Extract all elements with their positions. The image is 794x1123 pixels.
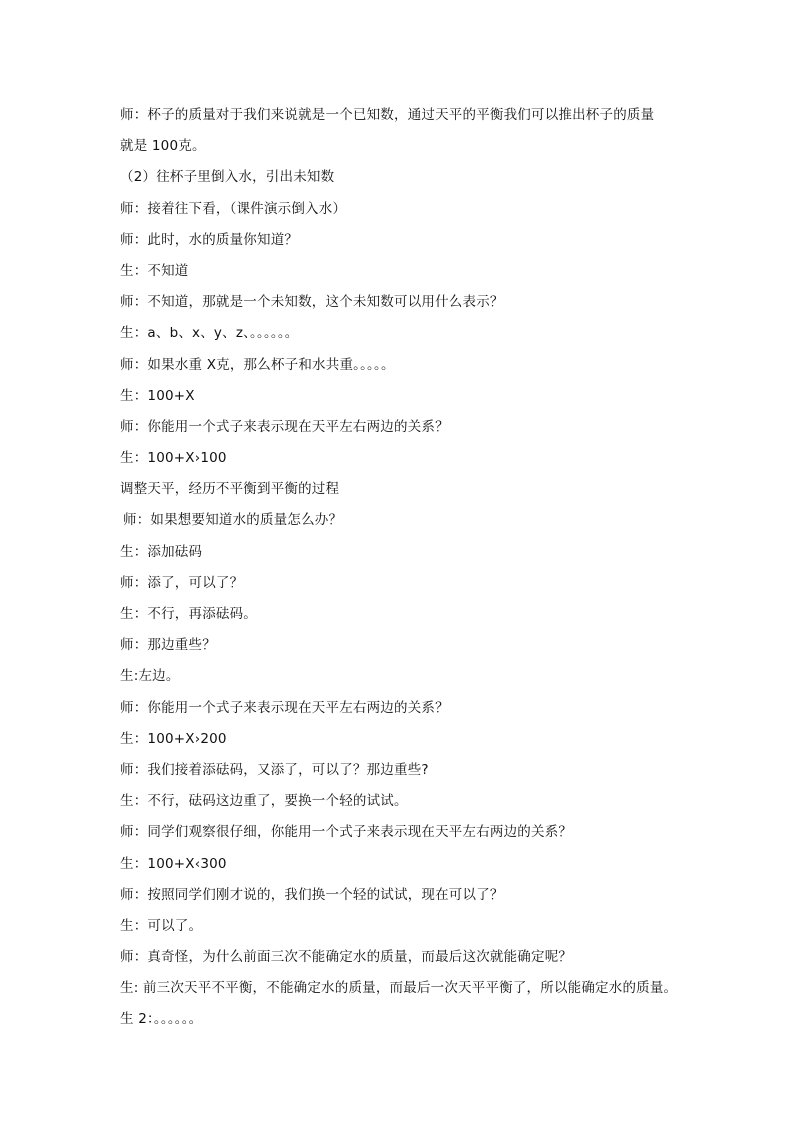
text-line: 生 2：。。。。。。 — [120, 1011, 203, 1028]
text-line: 师：不知道，那就是一个未知数，这个未知数可以用什么表示？ — [120, 294, 504, 311]
text-line: 师：接着往下看，（课件演示倒入水） — [120, 200, 347, 217]
text-line: 师：你能用一个式子来表示现在天平左右两边的关系？ — [120, 699, 449, 716]
text-line: 生：可以了。 — [120, 917, 203, 934]
text-line: 师：添了，可以了？ — [120, 574, 244, 591]
text-line: 师：同学们观察很仔细，你能用一个式子来表示现在天平左右两边的关系？ — [120, 824, 573, 841]
text-line: 生：100+X›100 — [120, 450, 227, 467]
text-line: 师：你能用一个式子来表示现在天平左右两边的关系？ — [120, 418, 449, 435]
text-line: 生：100+X›200 — [120, 730, 227, 747]
text-line: 生: 前三次天平不平衡，不能确定水的质量，而最后一次天平平衡了，所以能确定水的质量。 — [120, 980, 678, 997]
text-line: 生：a、b、x、y、z、。。。。。。 — [120, 325, 299, 342]
text-line: 生:左边。 — [120, 668, 180, 685]
text-line: 生：100+X — [120, 387, 195, 404]
text-line: 生：不行，砝码这边重了，要换一个轻的试试。 — [120, 793, 408, 810]
lesson-transcript — [120, 100, 680, 1036]
text-line: 师：按照同学们刚才说的，我们换一个轻的试试，现在可以了？ — [120, 886, 504, 903]
text-line: 就是 100克。 — [120, 138, 206, 155]
section-heading: 调整天平，经历不平衡到平衡的过程 — [120, 481, 340, 498]
text-line: 师：真奇怪，为什么前面三次不能确定水的质量，而最后这次就能确定呢？ — [120, 949, 573, 966]
text-line: 生：100+X‹300 — [120, 855, 227, 872]
text-line: 师：杯子的质量对于我们来说就是一个已知数，通过天平的平衡我们可以推出杯子的质量 — [120, 107, 655, 123]
text-line: 生：添加砝码 — [120, 543, 203, 560]
section-heading: （2）往杯子里倒入水，引出未知数 — [120, 169, 335, 186]
text-line: 生：不知道 — [120, 262, 189, 279]
text-line: 师：此时，水的质量你知道？ — [120, 231, 299, 248]
text-line: 师：我们接着添砝码，又添了，可以了？那边重些? — [120, 761, 429, 778]
text-line: 师：如果水重 X克，那么杯子和水共重。。。。。 — [120, 356, 395, 373]
text-line: 师：如果想要知道水的质量怎么办？ — [123, 512, 343, 529]
text-line: 生：不行，再添砝码。 — [120, 606, 257, 622]
text-line: 师：那边重些？ — [120, 637, 216, 654]
